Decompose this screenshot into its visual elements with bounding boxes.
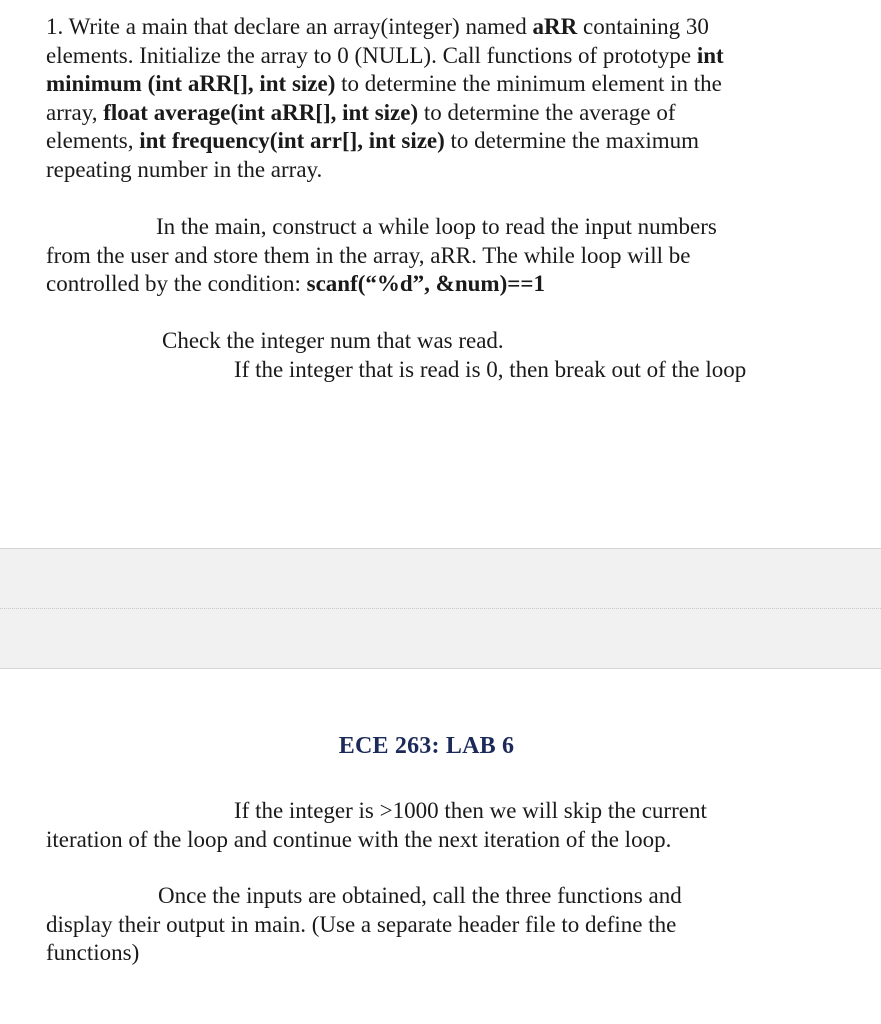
paragraph-while-loop (46, 213, 846, 299)
text-line: 1. Write a main that declare an array(integer) named aRR containing 30 (46, 14, 709, 39)
text-line: functions) (46, 940, 140, 965)
text-line: elements, int frequency(int arr[], int size) to determine the maximum (46, 128, 700, 153)
text-line: minimum (int aRR[], int size) to determine the minimum element in the (46, 71, 722, 96)
text-line: If the integer is >1000 then we will skip the current (234, 798, 707, 823)
paragraph-call-functions (46, 882, 846, 968)
dotted-divider (0, 608, 881, 609)
text-line: iteration of the loop and continue with the next iteration of the loop. (46, 826, 672, 852)
paragraph-task-description (46, 13, 846, 184)
text-line: array, float average(int aRR[], int size) to determine the average of (46, 99, 676, 125)
bold-text: aRR (532, 14, 578, 39)
text-line: elements. Initialize the array to 0 (NULL). Call functions of prototype int (46, 42, 724, 68)
text-line: Once the inputs are obtained, call the three functions and (158, 883, 682, 908)
text-line: If the integer that is read is 0, then break out of the loop (234, 356, 747, 382)
page-break-separator (0, 548, 881, 669)
text-line: from the user and store them in the array, aRR. The while loop will be (46, 242, 691, 268)
text-line: controlled by the condition: scanf(“%d”, &num)==1 (46, 271, 545, 296)
paragraph-skip-iteration (46, 797, 846, 854)
text-line: display their output in main. (Use a separate header file to define the (46, 911, 677, 937)
text-line: Check the integer num that was read. (162, 328, 504, 353)
bold-text: scanf(“%d”, &num)==1 (306, 271, 545, 296)
page-header-title: ECE 263: LAB 6 (338, 733, 515, 759)
text-line: repeating number in the array. (46, 156, 323, 182)
bold-text: int frequency(int arr[], int size) (139, 128, 445, 153)
text-line: In the main, construct a while loop to read the input numbers (156, 214, 717, 239)
bold-text: minimum (int aRR[], int size) (46, 71, 336, 96)
bold-text: float average(int aRR[], int size) (103, 99, 419, 125)
paragraph-check-integer (162, 327, 746, 384)
bold-text: int (696, 42, 724, 68)
